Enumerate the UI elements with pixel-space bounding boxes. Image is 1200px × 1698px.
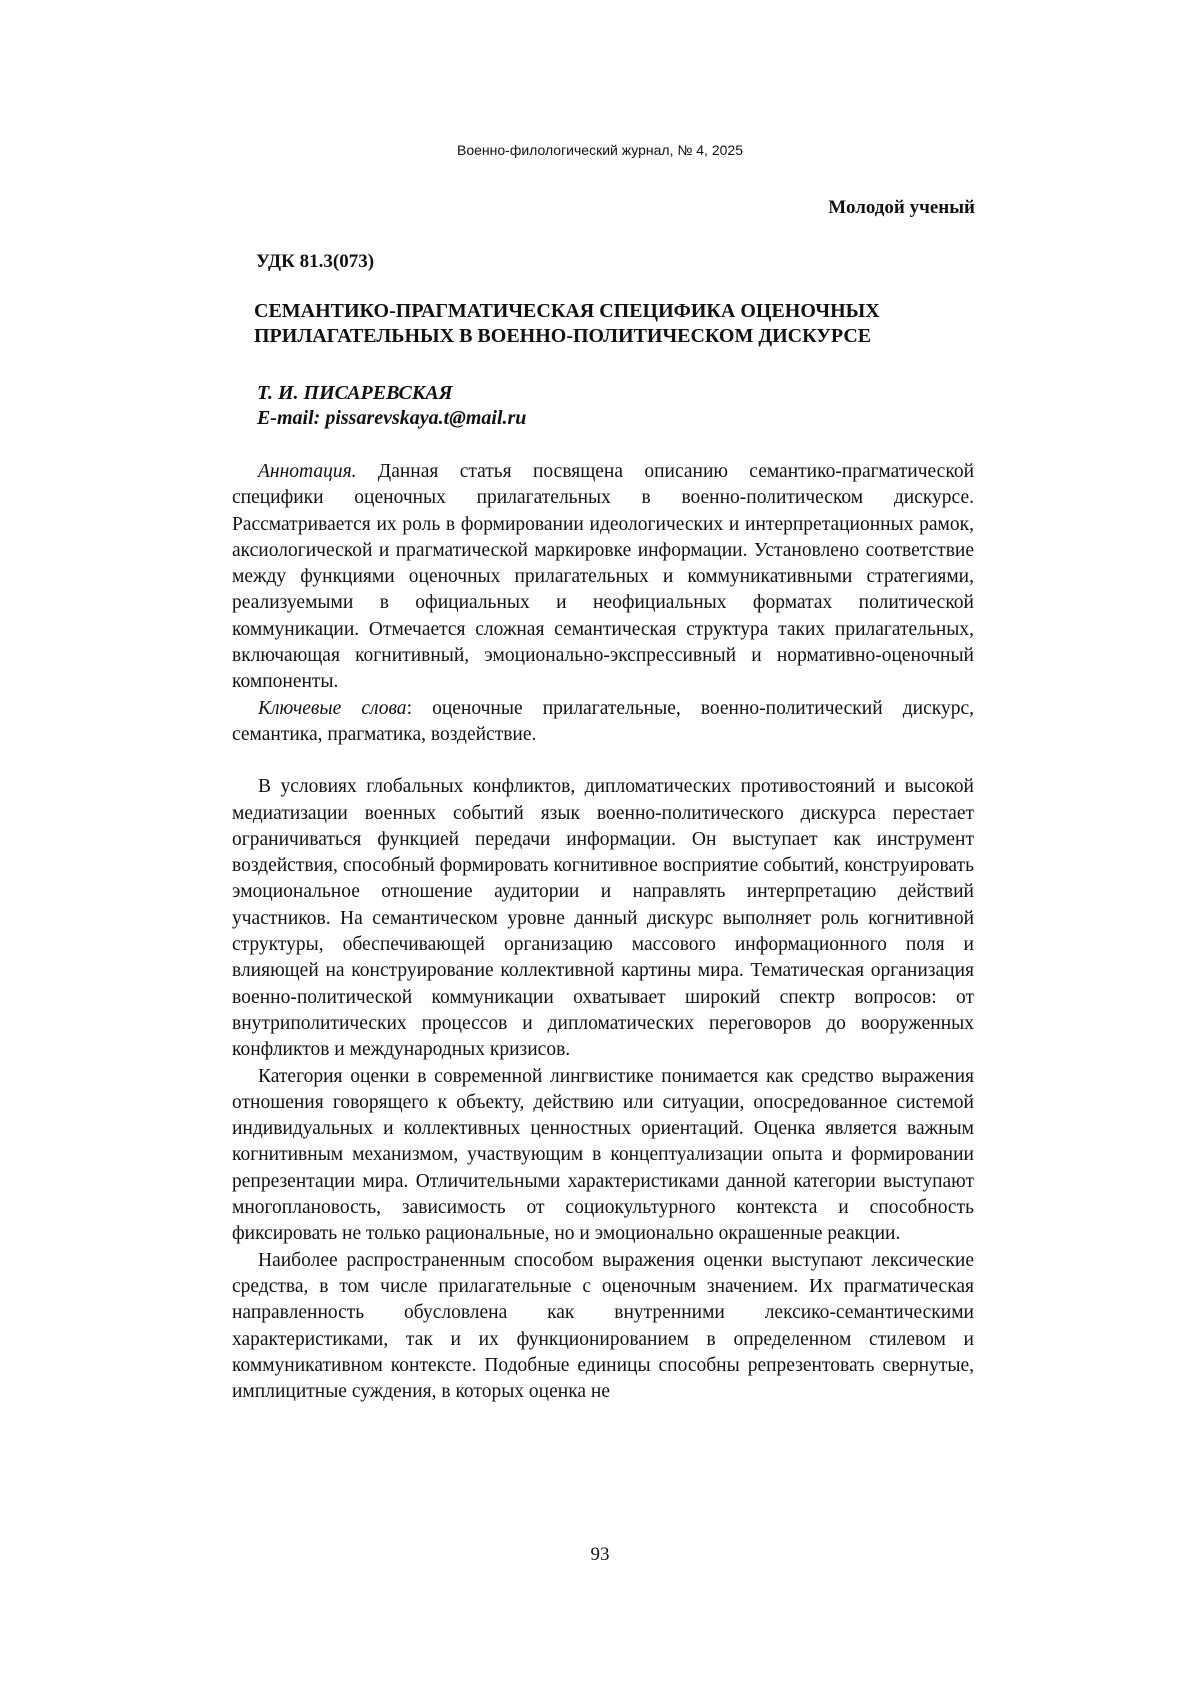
author-name: Т. И. ПИСАРЕВСКАЯ — [257, 382, 453, 404]
author-email: E-mail: pissarevskaya.t@mail.ru — [257, 407, 527, 429]
keywords — [232, 696, 974, 749]
abstract-label: Аннотация. — [258, 461, 357, 482]
article-text — [232, 459, 974, 1405]
page-number: 93 — [590, 1544, 610, 1565]
section-label: Молодой ученый — [828, 197, 975, 218]
body-paragraph: Наиболее распространенным способом выражения оценки выступают лексические средства, в том числе прилагательные с оценочным значением. Их прагматическая направленность обусловлена как внутренними лексико-семантическими характеристиками, так и их функционированием в определенном стилевом и коммуникативном контексте. Подобные единицы способны репрезентовать свернутые, имплицитные суждения, в которых оценка не — [232, 1249, 974, 1403]
article-title-line-2: ПРИЛАГАТЕЛЬНЫХ В ВОЕННО-ПОЛИТИЧЕСКОМ ДИСКУРСЕ — [254, 325, 872, 347]
keywords-text: : оценочные прилагательные, военно-политический дискурс, семантика, прагматика, воздействие. — [232, 697, 974, 745]
body-paragraph: В условиях глобальных конфликтов, дипломатических противостояний и высокой медиатизации военных событий язык военно-политического дискурса перестает ограничиваться функцией передачи информации. Он выступает как инструмент воздействия, способный формировать когнитивное восприятие событий, конструировать эмоциональное отношение аудитории и направлять интерпретацию действий участников. На семантическом уровне данный дискурс выполняет роль когнитивной структуры, обеспечивающей организацию массового информационного поля и влияющей на конструирование коллективной картины мира. Тематическая организация военно-политической коммуникации охватывает широкий спектр вопросов: от внутриполитических процессов и дипломатических переговоров до вооруженных конфликтов и международных кризисов. — [232, 776, 974, 1061]
author-block — [257, 381, 526, 431]
article-title — [254, 299, 974, 349]
keywords-label: Ключевые слова — [258, 697, 407, 719]
article-title-line-1: СЕМАНТИКО-ПРАГМАТИЧЕСКАЯ СПЕЦИФИКА ОЦЕНОЧНЫХ — [254, 300, 880, 322]
abstract-text: Данная статья посвящена описанию семантико-прагматической специфики оценочных прилагательных в военно-политическом дискурсе. Рассматривается их роль в формировании идеологических и интерпретационных рамок, аксиологической и прагматической маркировке информации. Установлено соответствие между функциями оценочных прилагательных и коммуникативными стратегиями, реализуемыми в официальных и неофициальных форматах политической коммуникации. Отмечается сложная семантическая структура таких прилагательных, включающая когнитивный, эмоционально-экспрессивный и нормативно-оценочный компоненты. — [232, 461, 975, 693]
journal-header: Военно-филологический журнал, № 4, 2025 — [457, 142, 743, 158]
body-paragraph: Категория оценки в современной лингвистике понимается как средство выражения отношения говорящего к объекту, действию или ситуации, опосредованное системой индивидуальных и коллективных ценностных ориентаций. Оценка является важным когнитивным механизмом, участвующим в концептуализации опыта и формировании репрезентации мира. Отличительными характеристиками данной категории выступают многоплановость, зависимость от социокультурного контекста и способность фиксировать не только рациональные, но и эмоционально окрашенные реакции. — [232, 1065, 974, 1245]
udk-code: УДК 81.3(073) — [256, 251, 375, 272]
abstract — [232, 459, 974, 696]
